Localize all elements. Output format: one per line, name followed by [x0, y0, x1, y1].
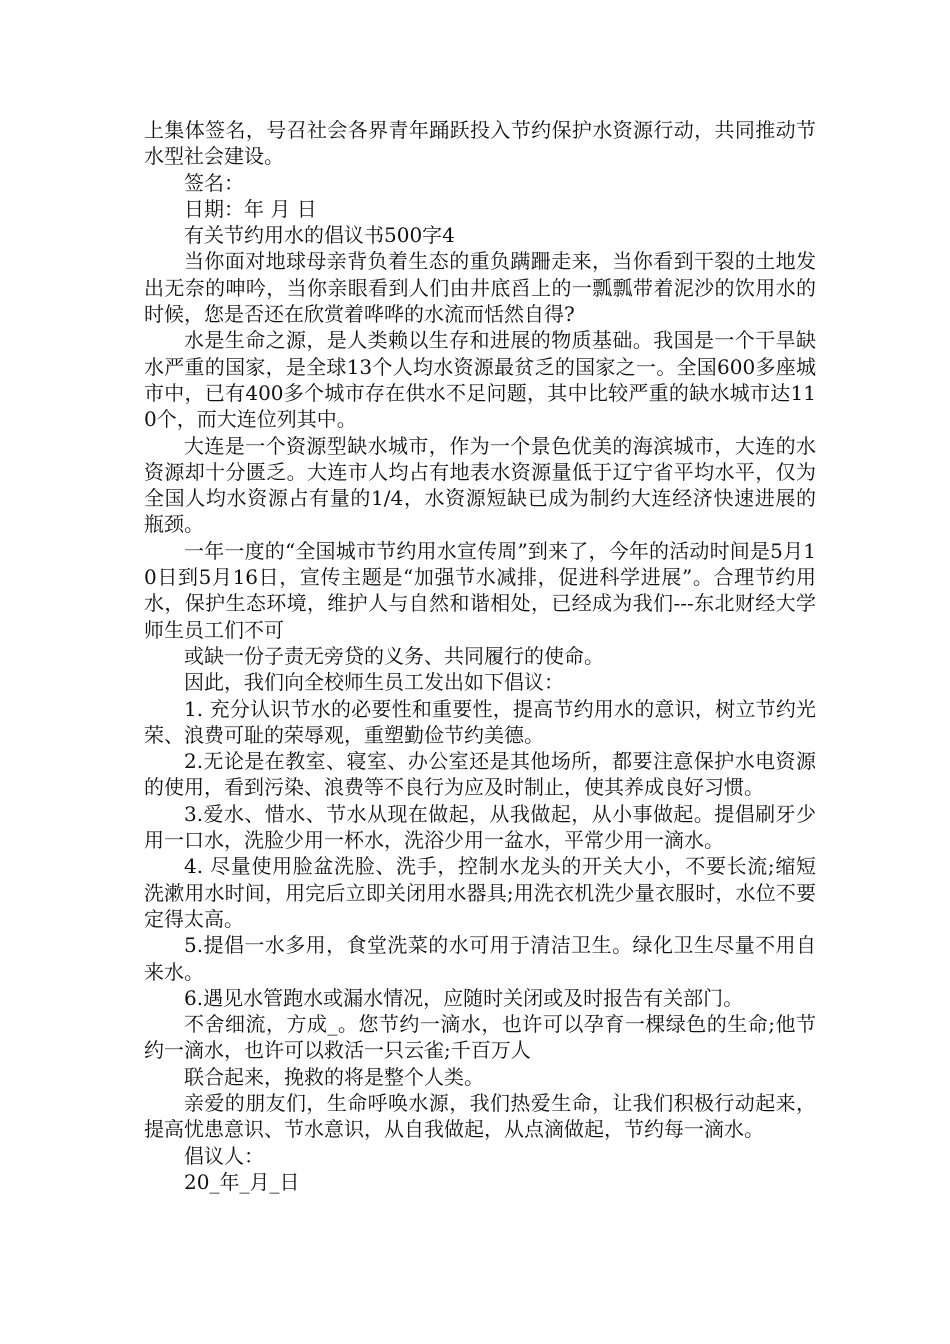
paragraph-water-source: 水是生命之源，是人类赖以生存和进展的物质基础。我国是一个干旱缺水严重的国家，是全球13个人均水资源最贫乏的国家之一。全国600多座城市中，已有400多个城市存在供水不足问题，其中比较严重的缺水城市达110个，而大连位列其中。	[144, 328, 816, 432]
signature-line: 签名：	[184, 170, 244, 195]
proposal-item-5: 5.提倡一水多用，食堂洗菜的水可用于清洁卫生。绿化卫生尽量不用自来水。	[144, 933, 816, 984]
paragraph-unite: 联合起来，挽救的将是整个人类。	[184, 1064, 484, 1089]
paragraph-every-drop: 不舍细流，方成_。您节约一滴水，也许可以孕育一棵绿色的生命;他节约一滴水，也许可以救活一只云雀;千百万人	[144, 1012, 816, 1063]
date-line: 日期：年 月 日	[184, 196, 317, 221]
paragraph-dalian: 大连是一个资源型缺水城市，作为一个景色优美的海滨城市，大连的水资源却十分匮乏。大连市人均占有地表水资源量低于辽宁省平均水平，仅为全国人均水资源占有量的1/4，水资源短缺已成为制约大连经济快速进展的瓶颈。	[144, 433, 816, 537]
paragraph-proposal-intro: 因此，我们向全校师生员工发出如下倡议：	[184, 670, 564, 695]
proposal-item-2: 2.无论是在教室、寝室、办公室还是其他场所，都要注意保护水电资源的使用，看到污染、浪费等不良行为应及时制止，使其养成良好习惯。	[144, 749, 816, 800]
section-title: 有关节约用水的倡议书500字4	[184, 223, 455, 248]
proposer-line: 倡议人：	[184, 1143, 264, 1168]
proposal-item-3: 3.爱水、惜水、节水从现在做起，从我做起，从小事做起。提倡刷牙少用一口水，洗脸少用一杯水，洗浴少用一盆水，平常少用一滴水。	[144, 801, 816, 853]
paragraph-intro: 当你面对地球母亲背负着生态的重负蹒跚走来，当你看到干裂的土地发出无奈的呻吟，当你亲眼看到人们由井底舀上的一瓢瓢带着泥沙的饮用水的时候，您是否还在欣赏着哗哗的水流而恬然自得?	[144, 249, 816, 327]
paragraph-duty: 或缺一份子责无旁贷的义务、共同履行的使命。	[184, 643, 604, 668]
proposal-item-1: 1. 充分认识节水的必要性和重要性，提高节约用水的意识，树立节约光荣、浪费可耻的荣辱观，重塑勤俭节约美德。	[144, 696, 816, 747]
proposal-item-6: 6.遇见水管跑水或漏水情况，应随时关闭或及时报告有关部门。	[184, 985, 744, 1010]
paragraph-closing: 亲爱的朋友们，生命呼唤水源，我们热爱生命，让我们积极行动起来，提高忧患意识、节水意识，从自我做起，从点滴做起，节约每一滴水。	[144, 1090, 816, 1142]
paragraph-continuation: 上集体签名，号召社会各界青年踊跃投入节约保护水资源行动，共同推动节水型社会建设。	[144, 118, 816, 169]
closing-date-line: 20_年_月_日	[184, 1169, 300, 1194]
document-body	[144, 117, 816, 1195]
paragraph-water-week: 一年一度的“全国城市节约用水宣传周”到来了，今年的活动时间是5月10日到5月16日，宣传主题是“加强节水减排，促进科学进展”。合理节约用水，保护生态环境，维护人与自然和谐相处，已经成为我们---东北财经大学师生员工们不可	[144, 538, 816, 642]
proposal-item-4: 4. 尽量使用脸盆洗脸、洗手，控制水龙头的开关大小，不要长流;缩短洗漱用水时间，用完后立即关闭用水器具;用洗衣机洗少量衣服时，水位不要定得太高。	[144, 854, 816, 931]
